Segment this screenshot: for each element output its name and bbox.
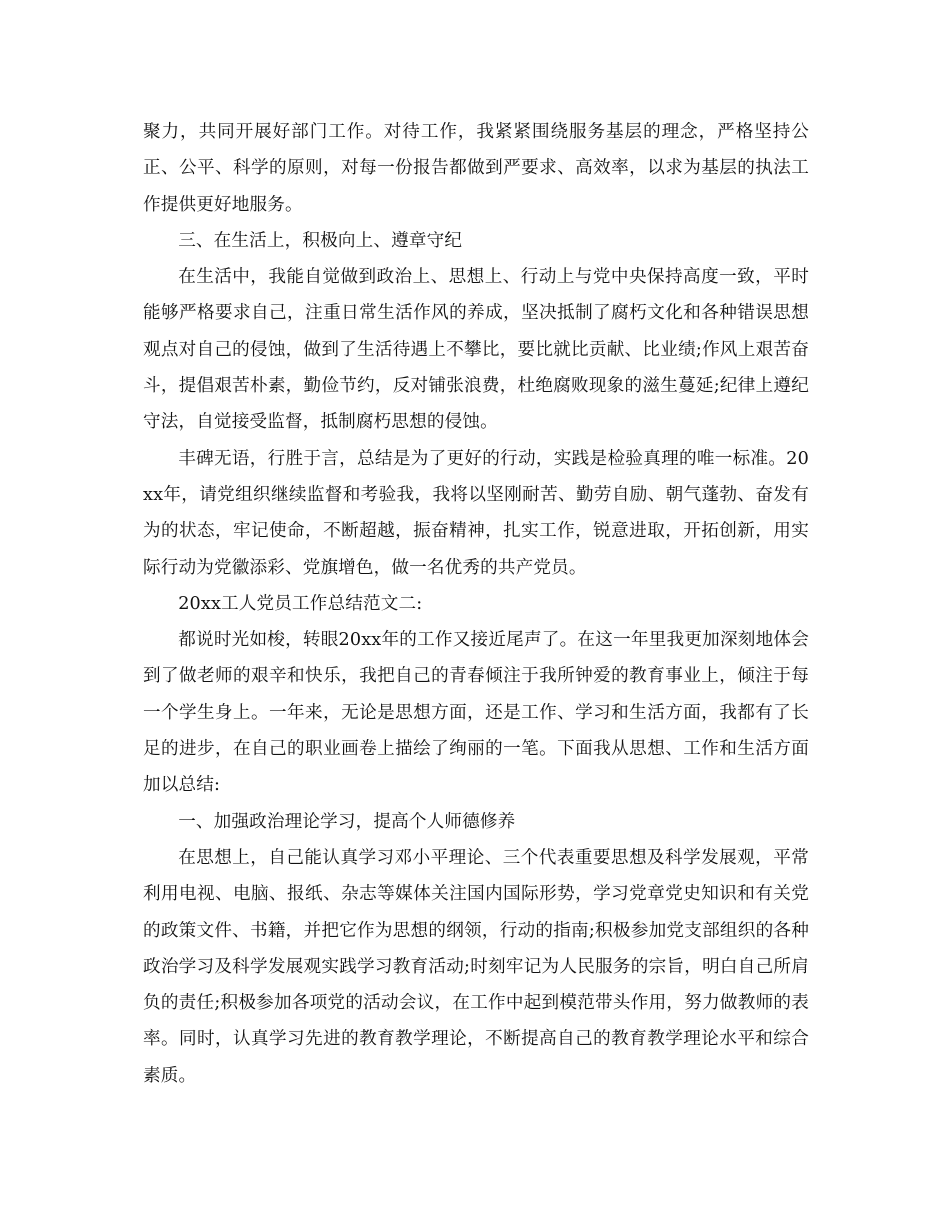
- paragraph-life: 在生活中，我能自觉做到政治上、思想上、行动上与党中央保持高度一致，平时能够严格要求自己，注重日常生活作风的养成，坚决抵制了腐朽文化和各种错误思想观点对自己的侵蚀，做到了生活待遇上不攀比，要比就比贡献、比业绩;作风上艰苦奋斗，提倡艰苦朴素，勤俭节约，反对铺张浪费，杜绝腐败现象的滋生蔓延;纪律上遵纪守法，自觉接受监督，抵制腐朽思想的侵蚀。: [143, 267, 809, 433]
- section-heading-politics: 一、加强政治理论学习，提高个人师德修养: [178, 811, 516, 832]
- article-two-title: 20xx工人党员工作总结范文二:: [178, 593, 423, 614]
- paragraph-intro: 都说时光如梭，转眼20xx年的工作又接近尾声了。在这一年里我更加深刻地体会到了做老师的艰辛和快乐，我把自己的青春倾注于我所钟爱的教育事业上，倾注于每一个学生身上。一年来，无论是思想方面，还是工作、学习和生活方面，我都有了长足的进步，在自己的职业画卷上描绘了绚丽的一笔。下面我从思想、工作和生活方面加以总结:: [143, 630, 809, 796]
- paragraph-politics: 在思想上，自己能认真学习邓小平理论、三个代表重要思想及科学发展观，平常利用电视、电脑、报纸、杂志等媒体关注国内国际形势，学习党章党史知识和有关党的政策文件、书籍，并把它作为思想的纲领，行动的指南;积极参加党支部组织的各种政治学习及科学发展观实践学习教育活动;时刻牢记为人民服务的宗旨，明白自己所肩负的责任;积极参加各项党的活动会议，在工作中起到模范带头作用，努力做教师的表率。同时，认真学习先进的教育教学理论，不断提高自己的教育教学理论水平和综合素质。: [143, 847, 809, 1086]
- paragraph-continuation: 聚力，共同开展好部门工作。对待工作，我紧紧围绕服务基层的理念，严格坚持公正、公平、科学的原则，对每一份报告都做到严要求、高效率，以求为基层的执法工作提供更好地服务。: [143, 122, 809, 215]
- paragraph-conclusion: 丰碑无语，行胜于言，总结是为了更好的行动，实践是检验真理的唯一标准。20xx年，请党组织继续监督和考验我，我将以坚刚耐苦、勤劳自励、朝气蓬勃、奋发有为的状态，牢记使命，不断超越，振奋精神，扎实工作，锐意进取，开拓创新，用实际行动为党徽添彩、党旗增色，做一名优秀的共产党员。: [143, 448, 809, 578]
- section-heading-life: 三、在生活上，积极向上、遵章守纪: [178, 230, 463, 251]
- document-body: [143, 114, 809, 1094]
